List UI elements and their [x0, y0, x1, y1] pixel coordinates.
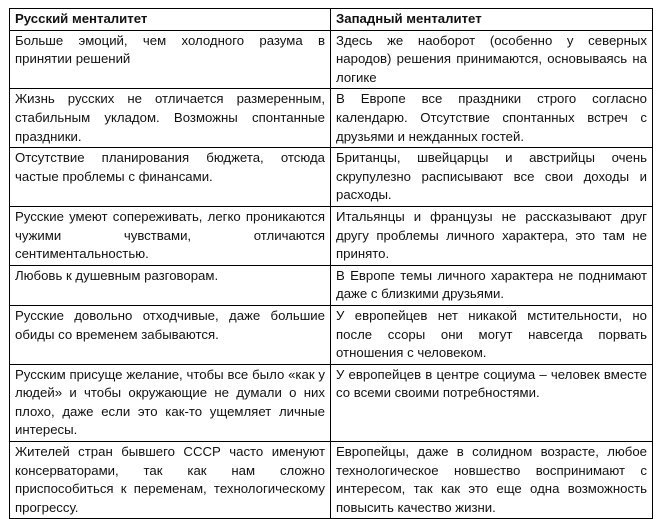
- cell-russian: Русские умеют сопереживать, легко проникаются чужими чувствами, отличаются сентиментальностью.: [10, 206, 331, 265]
- cell-russian: Русские довольно отходчивые, даже большие обиды со временем забываются.: [10, 305, 331, 364]
- cell-western: У европейцев в центре социума – человек вместе со всеми своими потребностями.: [331, 364, 653, 441]
- cell-western: В Европе темы личного характера не поднимают даже с близкими друзьями.: [331, 265, 653, 305]
- table-row: [10, 148, 653, 207]
- header-western-mentality: Западный менталитет: [331, 9, 653, 31]
- table-row: [10, 305, 653, 364]
- cell-western: Итальянцы и французы не рассказывают друг другу проблемы личного характера, это там не принято.: [331, 206, 653, 265]
- cell-russian: Отсутствие планирования бюджета, отсюда частые проблемы с финансами.: [10, 148, 331, 207]
- comparison-table: [9, 8, 653, 519]
- cell-russian: Больше эмоций, чем холодного разума в принятии решений: [10, 30, 331, 89]
- table-row: [10, 30, 653, 89]
- cell-western: Здесь же наоборот (особенно у северных народов) решения принимаются, основываясь на логике: [331, 30, 653, 89]
- table-row: [10, 265, 653, 305]
- table-row: [10, 364, 653, 441]
- cell-russian: Русским присуще желание, чтобы все было «как у людей» и чтобы окружающие не думали о них плохо, даже если это как-то ущемляет личные интересы.: [10, 364, 331, 441]
- cell-western: В Европе все праздники строго согласно календарю. Отсутствие спонтанных встреч с друзьями и нежданных гостей.: [331, 89, 653, 148]
- table-row: [10, 442, 653, 519]
- table-row: [10, 206, 653, 265]
- cell-western: Британцы, швейцарцы и австрийцы очень скрупулезно расписывают все свои доходы и расходы.: [331, 148, 653, 207]
- cell-russian: Жителей стран бывшего СССР часто именуют консерваторами, так как нам сложно приспособиться к переменам, технологическому прогрессу.: [10, 442, 331, 519]
- cell-western: У европейцев нет никакой мстительности, но после ссоры они могут навсегда порвать отношения с человеком.: [331, 305, 653, 364]
- header-russian-mentality: Русский менталитет: [10, 9, 331, 31]
- header-row: [10, 9, 653, 31]
- cell-russian: Жизнь русских не отличается размеренным, стабильным укладом. Возможны спонтанные праздники.: [10, 89, 331, 148]
- cell-russian: Любовь к душевным разговорам.: [10, 265, 331, 305]
- table-row: [10, 89, 653, 148]
- cell-western: Европейцы, даже в солидном возрасте, любое технологическое новшество воспринимают с интересом, так как это еще одна возможность повысить качество жизни.: [331, 442, 653, 519]
